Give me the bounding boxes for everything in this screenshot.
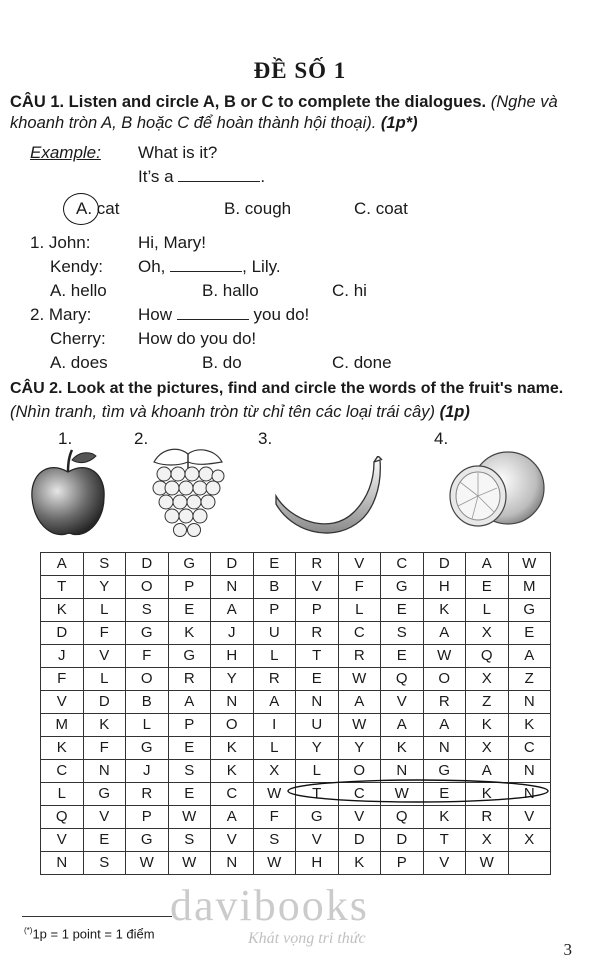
question-1-points: (1p*) bbox=[380, 114, 418, 132]
grid-cell[interactable]: E bbox=[381, 645, 424, 668]
grid-cell[interactable]: C bbox=[41, 760, 84, 783]
grid-row bbox=[41, 599, 551, 622]
watermark: davibooks bbox=[170, 881, 369, 930]
item-1-speaker-1: 1. John: bbox=[30, 233, 91, 252]
grid-cell[interactable]: G bbox=[423, 760, 466, 783]
grid-cell[interactable]: V bbox=[508, 806, 551, 829]
grid-cell[interactable]: R bbox=[168, 668, 211, 691]
grid-cell[interactable]: S bbox=[83, 553, 126, 576]
grid-cell[interactable]: K bbox=[41, 737, 84, 760]
grid-cell[interactable]: L bbox=[126, 714, 169, 737]
example-option-b[interactable]: B. cough bbox=[224, 199, 292, 218]
grid-cell[interactable]: P bbox=[253, 599, 296, 622]
grid-cell[interactable]: X bbox=[253, 760, 296, 783]
grid-cell[interactable]: C bbox=[211, 783, 254, 806]
grid-cell[interactable]: O bbox=[338, 760, 381, 783]
grid-cell[interactable]: F bbox=[83, 737, 126, 760]
example-option-c[interactable]: C. coat bbox=[354, 199, 408, 218]
grid-cell[interactable]: W bbox=[253, 852, 296, 875]
grid-cell[interactable]: X bbox=[466, 622, 509, 645]
grid-cell[interactable]: G bbox=[83, 783, 126, 806]
grid-cell[interactable]: V bbox=[338, 806, 381, 829]
grid-cell[interactable]: K bbox=[168, 622, 211, 645]
grid-cell[interactable]: E bbox=[381, 599, 424, 622]
orange-icon bbox=[442, 448, 552, 533]
watermark-tagline: Khát vọng tri thức bbox=[248, 930, 366, 947]
grid-cell[interactable]: C bbox=[381, 553, 424, 576]
grid-cell[interactable]: X bbox=[466, 737, 509, 760]
grid-cell[interactable]: G bbox=[168, 553, 211, 576]
grid-cell[interactable]: S bbox=[253, 829, 296, 852]
grid-cell[interactable]: V bbox=[211, 829, 254, 852]
grid-cell[interactable]: B bbox=[126, 691, 169, 714]
grid-cell[interactable]: A bbox=[338, 691, 381, 714]
grid-cell[interactable]: K bbox=[423, 806, 466, 829]
answer-blank[interactable] bbox=[170, 257, 242, 272]
grid-row bbox=[41, 737, 551, 760]
grid-cell[interactable]: N bbox=[211, 852, 254, 875]
grid-cell[interactable]: K bbox=[83, 714, 126, 737]
grid-cell[interactable]: G bbox=[126, 737, 169, 760]
grid-cell[interactable]: P bbox=[168, 714, 211, 737]
grid-cell[interactable]: H bbox=[211, 645, 254, 668]
grid-row bbox=[41, 691, 551, 714]
grid-cell[interactable]: N bbox=[381, 760, 424, 783]
grid-cell[interactable]: I bbox=[253, 714, 296, 737]
grid-cell[interactable]: A bbox=[211, 806, 254, 829]
question-2-heading bbox=[10, 378, 595, 423]
grid-cell[interactable]: A bbox=[168, 691, 211, 714]
grid-cell[interactable]: A bbox=[41, 553, 84, 576]
grid-cell[interactable]: N bbox=[296, 691, 339, 714]
grid-cell[interactable]: N bbox=[508, 691, 551, 714]
grid-cell[interactable]: C bbox=[338, 622, 381, 645]
grid-cell[interactable]: L bbox=[466, 599, 509, 622]
grid-cell[interactable]: R bbox=[338, 645, 381, 668]
page-title: ĐỀ SỐ 1 bbox=[253, 58, 347, 83]
grid-cell[interactable]: Q bbox=[466, 645, 509, 668]
grid-cell[interactable]: X bbox=[466, 668, 509, 691]
grid-cell[interactable]: K bbox=[466, 714, 509, 737]
grid-cell[interactable]: D bbox=[381, 829, 424, 852]
grid-cell[interactable]: D bbox=[41, 622, 84, 645]
grid-cell[interactable]: W bbox=[423, 645, 466, 668]
grid-cell[interactable]: E bbox=[168, 783, 211, 806]
picture-number-3: 3. bbox=[258, 429, 273, 448]
grid-cell[interactable]: Q bbox=[41, 806, 84, 829]
grid-cell[interactable]: P bbox=[296, 599, 339, 622]
grid-cell[interactable]: C bbox=[508, 737, 551, 760]
grid-cell[interactable]: W bbox=[466, 852, 509, 875]
grid-cell[interactable]: W bbox=[338, 714, 381, 737]
grid-cell[interactable]: D bbox=[83, 691, 126, 714]
grid-cell[interactable]: F bbox=[253, 806, 296, 829]
grid-cell[interactable]: R bbox=[296, 553, 339, 576]
grid-cell[interactable]: V bbox=[296, 829, 339, 852]
grid-cell[interactable]: G bbox=[381, 576, 424, 599]
grid-cell[interactable]: N bbox=[211, 576, 254, 599]
grid-cell[interactable]: A bbox=[466, 553, 509, 576]
grid-cell[interactable]: O bbox=[126, 668, 169, 691]
grid-cell[interactable]: F bbox=[41, 668, 84, 691]
grid-cell[interactable]: U bbox=[253, 622, 296, 645]
grid-cell[interactable]: W bbox=[381, 783, 424, 806]
grid-cell[interactable]: W bbox=[338, 668, 381, 691]
grid-cell[interactable]: N bbox=[508, 760, 551, 783]
item-1-line-2: Oh, , Lily. bbox=[138, 257, 281, 276]
example-question: What is it? bbox=[138, 143, 218, 162]
grid-cell[interactable]: H bbox=[296, 852, 339, 875]
grid-cell[interactable]: J bbox=[41, 645, 84, 668]
grid-cell[interactable]: E bbox=[466, 576, 509, 599]
item-2-option-a[interactable]: A. does bbox=[50, 353, 108, 372]
grid-cell[interactable]: R bbox=[126, 783, 169, 806]
grid-cell[interactable]: K bbox=[508, 714, 551, 737]
question-2-points: (1p) bbox=[439, 403, 470, 421]
grid-cell[interactable]: A bbox=[381, 714, 424, 737]
grid-cell[interactable]: Y bbox=[296, 737, 339, 760]
grid-row bbox=[41, 553, 551, 576]
item-2-speaker-2: Cherry: bbox=[50, 329, 106, 348]
grid-cell[interactable]: Y bbox=[338, 737, 381, 760]
grid-cell[interactable]: A bbox=[211, 599, 254, 622]
item-1-option-c[interactable]: C. hi bbox=[332, 281, 367, 300]
grid-cell[interactable]: U bbox=[296, 714, 339, 737]
grid-cell[interactable]: T bbox=[423, 829, 466, 852]
grid-cell[interactable]: S bbox=[126, 599, 169, 622]
grid-cell[interactable]: J bbox=[211, 622, 254, 645]
grid-cell[interactable]: R bbox=[423, 691, 466, 714]
grid-cell[interactable]: E bbox=[168, 737, 211, 760]
grid-cell[interactable]: V bbox=[41, 691, 84, 714]
grid-row bbox=[41, 829, 551, 852]
grid-cell[interactable]: V bbox=[338, 553, 381, 576]
grid-cell[interactable]: O bbox=[423, 668, 466, 691]
grid-cell[interactable]: Z bbox=[466, 691, 509, 714]
grid-row bbox=[41, 714, 551, 737]
example-answer: It’s a . bbox=[138, 167, 266, 186]
grid-cell[interactable]: W bbox=[253, 783, 296, 806]
picture-number-4: 4. bbox=[434, 429, 449, 448]
grid-cell[interactable]: E bbox=[508, 622, 551, 645]
item-2-line-1: How you do! bbox=[138, 305, 310, 324]
grid-cell[interactable]: A bbox=[423, 622, 466, 645]
grid-cell[interactable]: A bbox=[423, 714, 466, 737]
grid-cell[interactable]: E bbox=[83, 829, 126, 852]
grid-cell[interactable]: Z bbox=[508, 668, 551, 691]
question-2-instruction-vn: (Nhìn tranh, tìm và khoanh tròn từ chỉ tên các loại trái cây) bbox=[10, 403, 435, 421]
grid-row bbox=[41, 576, 551, 599]
item-2-speaker-1: 2. Mary: bbox=[30, 305, 92, 324]
question-2-instruction: CÂU 2. Look at the pictures, find and circle the words of the fruit's name. bbox=[10, 380, 564, 397]
grid-cell[interactable]: V bbox=[83, 806, 126, 829]
grid-cell[interactable]: Y bbox=[83, 576, 126, 599]
grid-cell[interactable]: K bbox=[423, 599, 466, 622]
grid-cell[interactable]: F bbox=[126, 645, 169, 668]
grid-cell[interactable]: L bbox=[296, 760, 339, 783]
grid-cell[interactable]: V bbox=[296, 576, 339, 599]
picture-number-1: 1. bbox=[58, 429, 73, 448]
grid-cell[interactable]: L bbox=[338, 599, 381, 622]
grid-cell[interactable]: F bbox=[338, 576, 381, 599]
grid-cell[interactable]: X bbox=[508, 829, 551, 852]
footnote-divider bbox=[22, 916, 172, 917]
grid-cell[interactable]: B bbox=[253, 576, 296, 599]
footnote: (*)1p = 1 point = 1 điểm bbox=[24, 926, 155, 942]
grid-cell[interactable]: N bbox=[211, 691, 254, 714]
grid-cell[interactable]: R bbox=[466, 806, 509, 829]
grid-cell[interactable]: V bbox=[423, 852, 466, 875]
grid-cell[interactable]: R bbox=[253, 668, 296, 691]
question-1-instruction: CÂU 1. Listen and circle A, B or C to complete the dialogues. bbox=[10, 93, 487, 111]
grid-cell[interactable]: J bbox=[126, 760, 169, 783]
grid-cell[interactable]: W bbox=[168, 806, 211, 829]
item-2-option-c[interactable]: C. done bbox=[332, 353, 392, 372]
grid-cell[interactable]: N bbox=[423, 737, 466, 760]
grid-cell[interactable]: K bbox=[466, 783, 509, 806]
question-1-instruction-vn: (Nghe và khoanh tròn A, B hoặc C để hoàn thành hội thoại). bbox=[10, 93, 558, 132]
grid-cell[interactable]: O bbox=[126, 576, 169, 599]
answer-blank[interactable] bbox=[178, 167, 260, 182]
grid-cell[interactable]: D bbox=[211, 553, 254, 576]
grid-cell[interactable]: A bbox=[466, 760, 509, 783]
grid-cell[interactable]: P bbox=[168, 576, 211, 599]
grid-cell[interactable]: R bbox=[296, 622, 339, 645]
example-label: Example: bbox=[30, 143, 101, 162]
grid-cell[interactable]: L bbox=[253, 645, 296, 668]
grid-cell[interactable]: G bbox=[508, 599, 551, 622]
grid-cell[interactable]: H bbox=[423, 576, 466, 599]
grid-cell[interactable]: D bbox=[126, 553, 169, 576]
grid-cell[interactable]: K bbox=[338, 852, 381, 875]
grid-cell[interactable]: L bbox=[83, 599, 126, 622]
grid-cell[interactable]: M bbox=[41, 714, 84, 737]
grid-cell[interactable]: F bbox=[83, 622, 126, 645]
grid-cell[interactable]: O bbox=[211, 714, 254, 737]
apple-icon bbox=[28, 442, 108, 542]
grid-cell[interactable]: K bbox=[211, 737, 254, 760]
grid-cell[interactable]: W bbox=[168, 852, 211, 875]
grid-cell[interactable]: G bbox=[126, 622, 169, 645]
grid-cell[interactable]: E bbox=[423, 783, 466, 806]
item-2-option-b[interactable]: B. do bbox=[202, 353, 242, 372]
grid-cell[interactable]: E bbox=[253, 553, 296, 576]
grid-row bbox=[41, 806, 551, 829]
grid-cell[interactable]: D bbox=[423, 553, 466, 576]
word-search-grid bbox=[40, 552, 551, 875]
grid-cell[interactable]: W bbox=[126, 852, 169, 875]
grid-cell[interactable] bbox=[508, 852, 551, 875]
grid-cell[interactable]: S bbox=[168, 829, 211, 852]
grid-cell[interactable]: G bbox=[126, 829, 169, 852]
grid-cell[interactable]: V bbox=[41, 829, 84, 852]
grid-cell[interactable]: A bbox=[508, 645, 551, 668]
grid-cell[interactable]: N bbox=[83, 760, 126, 783]
grid-cell[interactable]: L bbox=[253, 737, 296, 760]
grid-cell[interactable]: S bbox=[381, 622, 424, 645]
grid-cell[interactable]: G bbox=[168, 645, 211, 668]
grid-cell[interactable]: A bbox=[253, 691, 296, 714]
grid-cell[interactable]: N bbox=[41, 852, 84, 875]
grid-cell[interactable]: L bbox=[41, 783, 84, 806]
grid-cell[interactable]: M bbox=[508, 576, 551, 599]
grid-row bbox=[41, 645, 551, 668]
grid-cell[interactable]: K bbox=[211, 760, 254, 783]
item-1-line-1: Hi, Mary! bbox=[138, 233, 206, 252]
grid-cell[interactable]: S bbox=[168, 760, 211, 783]
grid-cell[interactable]: G bbox=[296, 806, 339, 829]
grid-cell[interactable]: T bbox=[296, 783, 339, 806]
grapes-icon bbox=[148, 444, 228, 544]
picture-number-2: 2. bbox=[134, 429, 149, 448]
grid-cell[interactable]: S bbox=[83, 852, 126, 875]
grid-cell[interactable]: P bbox=[381, 852, 424, 875]
grid-cell[interactable]: X bbox=[466, 829, 509, 852]
banana-icon bbox=[270, 456, 385, 536]
grid-cell[interactable]: C bbox=[338, 783, 381, 806]
grid-cell[interactable]: K bbox=[41, 599, 84, 622]
question-1-heading bbox=[10, 92, 590, 134]
grid-cell[interactable]: D bbox=[338, 829, 381, 852]
grid-cell[interactable]: V bbox=[83, 645, 126, 668]
grid-cell[interactable]: L bbox=[83, 668, 126, 691]
grid-cell[interactable]: P bbox=[126, 806, 169, 829]
answer-blank[interactable] bbox=[177, 305, 249, 320]
grid-cell[interactable]: N bbox=[508, 783, 551, 806]
grid-cell[interactable]: Q bbox=[381, 806, 424, 829]
grid-cell[interactable]: V bbox=[381, 691, 424, 714]
example-option-a[interactable]: A. cat bbox=[76, 199, 120, 218]
grid-cell[interactable]: K bbox=[381, 737, 424, 760]
grid-cell[interactable]: Y bbox=[211, 668, 254, 691]
longan-answer-circle bbox=[284, 776, 552, 806]
grid-cell[interactable]: E bbox=[296, 668, 339, 691]
grid-cell[interactable]: E bbox=[168, 599, 211, 622]
grid-cell[interactable]: W bbox=[508, 553, 551, 576]
item-1-option-a[interactable]: A. hello bbox=[50, 281, 107, 300]
item-1-speaker-2: Kendy: bbox=[50, 257, 103, 276]
grid-cell[interactable]: Q bbox=[381, 668, 424, 691]
grid-row bbox=[41, 622, 551, 645]
grid-row bbox=[41, 852, 551, 875]
grid-cell[interactable]: T bbox=[41, 576, 84, 599]
page-number: 3 bbox=[563, 940, 572, 959]
grid-cell[interactable]: T bbox=[296, 645, 339, 668]
grid-row bbox=[41, 668, 551, 691]
item-2-line-2: How do you do! bbox=[138, 329, 257, 348]
item-1-option-b[interactable]: B. hallo bbox=[202, 281, 259, 300]
